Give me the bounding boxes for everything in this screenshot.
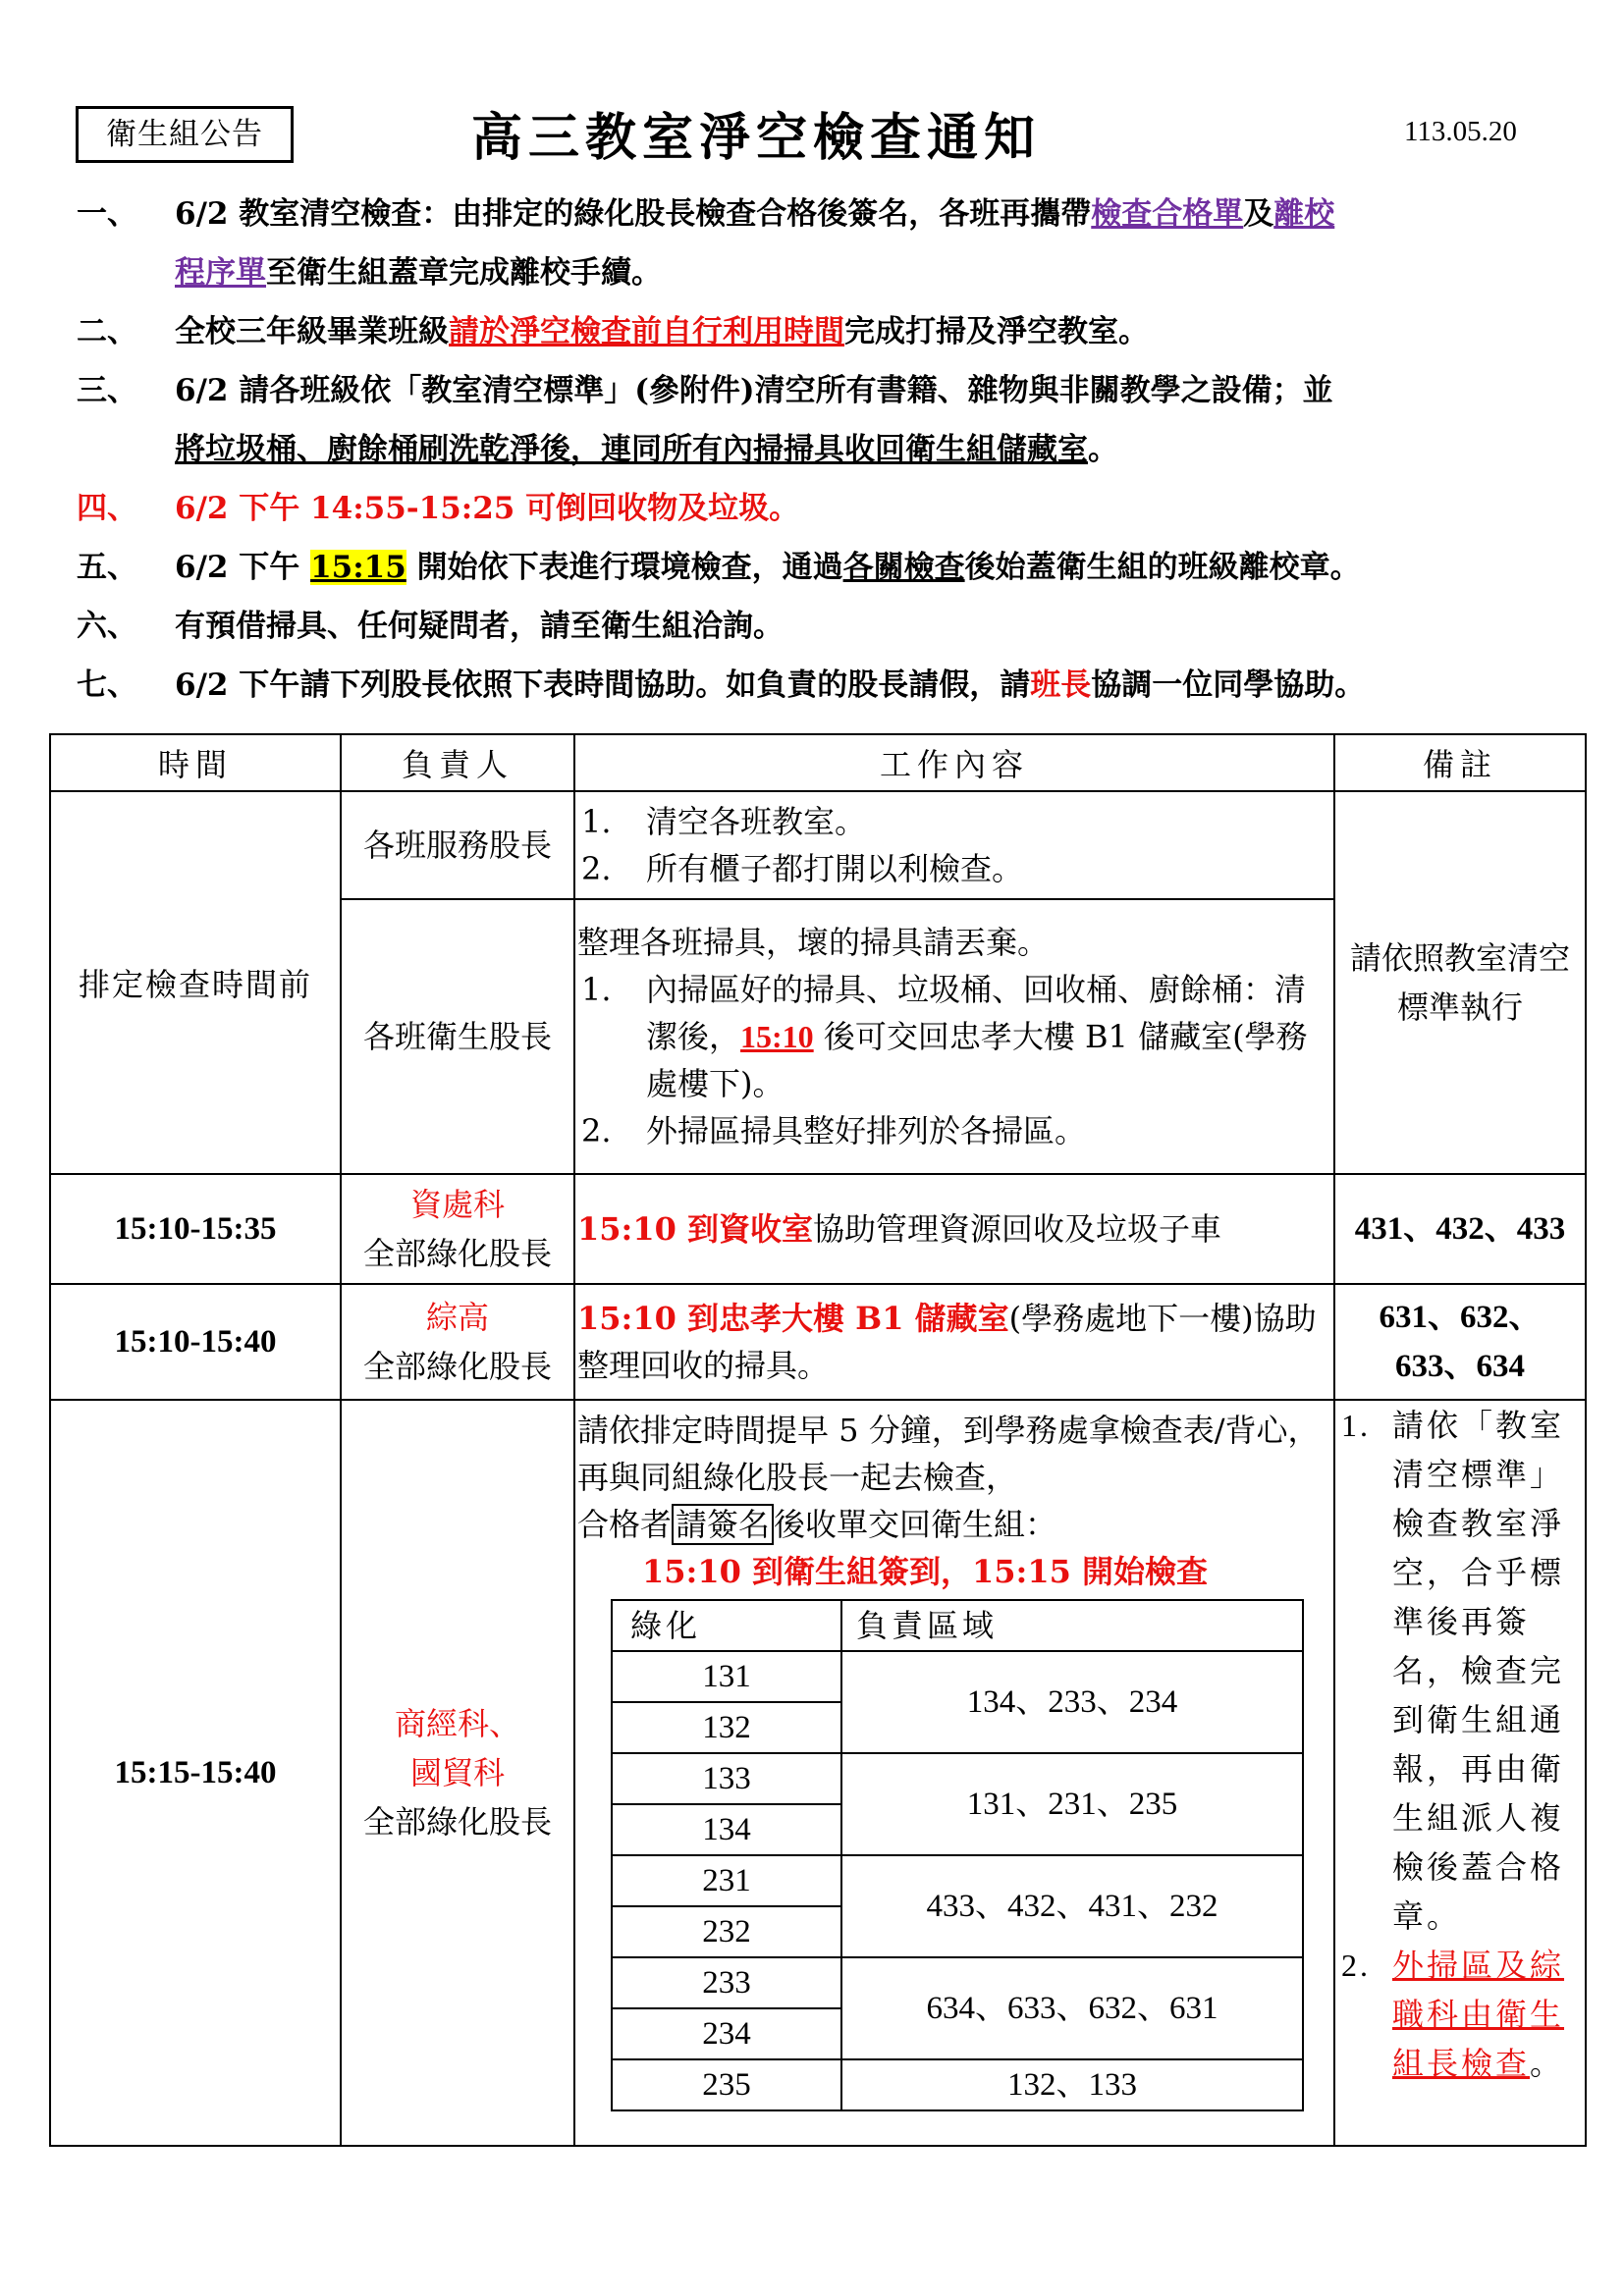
- work-cell: [574, 1174, 1334, 1284]
- list-item: [577, 845, 1331, 892]
- department-label: 國貿科: [409, 1754, 505, 1791]
- notice-text: 6/2 教室清空檢查：由排定的綠化股長檢查合格後簽名，各班再攜帶: [175, 196, 1092, 232]
- zone-class: 234: [612, 2008, 841, 2059]
- notice-number: 一、: [77, 196, 137, 232]
- item-number: 1.: [581, 971, 612, 1008]
- notice-text: 6/2: [175, 491, 229, 526]
- note-line: 633、634: [1395, 1349, 1525, 1384]
- zone-header-class: 綠化: [612, 1600, 841, 1651]
- work-text: 合格者: [577, 1506, 673, 1543]
- person-cell: 各班衛生股長: [341, 899, 574, 1174]
- zone-class: 131: [612, 1651, 841, 1702]
- announcement-badge: 衛生組公告: [76, 106, 294, 163]
- list-item: [577, 1107, 1331, 1154]
- department-label: 綜高: [425, 1299, 489, 1336]
- zone-class: 235: [612, 2059, 841, 2110]
- notice-emphasis: 下午 14:55-15:25 可倒回收物及垃圾。: [239, 491, 800, 526]
- note-text: 。: [1530, 2045, 1565, 2082]
- notice-number: 三、: [77, 373, 137, 408]
- notice-text: 完成打掃及淨空教室。: [844, 314, 1149, 349]
- notice-emphasis: 各關檢查: [842, 550, 965, 585]
- notice-item-7: [77, 656, 1569, 715]
- item-number: 1.: [1341, 1408, 1371, 1443]
- zone-class: 232: [612, 1906, 841, 1957]
- department-label: 商經科、: [394, 1705, 520, 1742]
- zone-row: [612, 1753, 1303, 1804]
- zone-header-row: [612, 1600, 1303, 1651]
- zone-area: 134、233、234: [841, 1651, 1303, 1753]
- notice-number: 七、: [77, 667, 137, 703]
- note-item: [1335, 1941, 1585, 2088]
- time-cell: 排定檢查時間前: [50, 791, 341, 1174]
- zone-table: [611, 1599, 1304, 2111]
- notice-number: 四、: [77, 491, 137, 526]
- person-cell: [341, 1400, 574, 2146]
- work-cell: [574, 1284, 1334, 1400]
- note-line: 631、632、: [1379, 1300, 1542, 1335]
- person-cell: [341, 1174, 574, 1284]
- item-text: 內掃區好的掃具、垃圾桶、回收桶、廚餘桶：清潔後，: [646, 971, 1307, 1055]
- item-text: 清空各班教室。: [646, 803, 867, 840]
- work-text: 後收單交回衛生組：: [774, 1506, 1057, 1543]
- header-time: 時間: [50, 734, 341, 791]
- note-cell: [1334, 1284, 1586, 1400]
- work-text: (學務處地下一樓)協助整理回收的掃具。: [577, 1300, 1317, 1384]
- zone-row: [612, 1651, 1303, 1702]
- notice-text: 後始蓋衛生組的班級離校章。: [964, 550, 1361, 585]
- list-item: [577, 966, 1331, 1107]
- notice-item-5: [77, 538, 1569, 597]
- zone-class: 134: [612, 1804, 841, 1855]
- table-row: [50, 791, 1586, 899]
- notice-text: 及: [1243, 196, 1274, 232]
- person-label: 全部綠化股長: [362, 1348, 552, 1385]
- time-cell: 15:10-15:40: [50, 1284, 341, 1400]
- notice-text: 開始依下表進行環境檢查，通過: [416, 550, 843, 585]
- item-text: 所有櫃子都打開以利檢查。: [646, 850, 1024, 887]
- notice-text: 。: [1088, 432, 1118, 467]
- table-row: [50, 1284, 1586, 1400]
- notice-text: 協調一位同學協助。: [1091, 667, 1366, 703]
- work-cell: [574, 899, 1334, 1174]
- highlighted-time: 15:15: [310, 550, 406, 585]
- work-emphasis: 15:10 到衛生組簽到，15:15 開始檢查: [642, 1553, 1209, 1590]
- announcement-date: 113.05.20: [1404, 116, 1517, 147]
- notice-text: 有預借掃具、任何疑問者，請至衛生組洽詢。: [175, 609, 784, 644]
- page-title: 高三教室淨空檢查通知: [471, 108, 1042, 168]
- notice-item-2: [77, 302, 1569, 361]
- header-note: 備註: [1334, 734, 1586, 791]
- work-intro: 整理各班掃具，壞的掃具請丟棄。: [577, 924, 1050, 961]
- schedule-table: [49, 733, 1587, 2147]
- notice-text: 全校三年級畢業班級: [175, 314, 449, 349]
- notice-text: 6/2 下午請下列股長依照下表時間協助。如負責的股長請假，請: [175, 667, 1031, 703]
- notice-emphasis: 請於淨空檢查前自行利用時間: [449, 314, 844, 349]
- person-label: 全部綠化股長: [362, 1803, 552, 1841]
- item-number: 1.: [581, 803, 612, 840]
- work-text: 協助管理資源回收及垃圾子車: [813, 1210, 1222, 1248]
- item-text: 後可交回忠孝大樓 B1 儲藏室(學務處樓下)。: [646, 1018, 1308, 1102]
- work-cell: [574, 791, 1334, 899]
- item-number: 2.: [581, 1112, 612, 1149]
- table-row: [50, 1174, 1586, 1284]
- notice-item-1: [77, 185, 1569, 302]
- zone-class: 233: [612, 1957, 841, 2008]
- notice-text: 至衛生組蓋章完成離校手續。: [266, 255, 662, 291]
- note-cell: 431、432、433: [1334, 1174, 1586, 1284]
- sign-box: 請簽名: [672, 1504, 774, 1545]
- zone-row: [612, 1855, 1303, 1906]
- note-item: [1335, 1401, 1585, 1941]
- zone-row: [612, 2059, 1303, 2110]
- header: [0, 0, 1624, 177]
- table-row: [50, 1400, 1586, 2146]
- work-emphasis: 15:10 到忠孝大樓 B1 儲藏室: [577, 1300, 1009, 1337]
- zone-area: 132、133: [841, 2059, 1303, 2110]
- inspection-pass-form-link[interactable]: 檢查合格單: [1091, 196, 1244, 232]
- work-line: [577, 1501, 1331, 1548]
- item-text: 外掃區掃具整好排列於各掃區。: [646, 1112, 1087, 1149]
- notice-number: 五、: [77, 550, 137, 585]
- note-emphasis: 外掃區及綜職科由衛生組長檢查: [1392, 1947, 1565, 2082]
- notice-emphasis: 班長: [1030, 667, 1092, 703]
- notice-item-6: [77, 597, 1569, 656]
- zone-area: 131、231、235: [841, 1753, 1303, 1855]
- leave-procedure-form-link[interactable]: 離校: [1273, 196, 1335, 232]
- header-work: 工作內容: [574, 734, 1334, 791]
- note-text: 請依「教室清空標準」檢查教室淨空，合乎標準後再簽名，檢查完到衛生組通報，再由衛生組派人複檢後蓋合格章。: [1392, 1407, 1565, 1935]
- note-cell: 請依照教室清空標準執行: [1334, 791, 1586, 1174]
- work-intro: 請依排定時間提早 5 分鐘，到學務處拿檢查表/背心，再與同組綠化股長一起去檢查，: [577, 1412, 1320, 1496]
- notice-number: 六、: [77, 609, 137, 644]
- zone-class: 132: [612, 1702, 841, 1753]
- notice-item-3: [77, 361, 1569, 479]
- leave-procedure-form-link[interactable]: 程序單: [175, 255, 266, 291]
- zone-class: 133: [612, 1753, 841, 1804]
- zone-class: 231: [612, 1855, 841, 1906]
- header-person: 負責人: [341, 734, 574, 791]
- item-time: 15:10: [740, 1019, 814, 1054]
- person-cell: [341, 1284, 574, 1400]
- notice-list: [77, 185, 1569, 715]
- person-label: 全部綠化股長: [362, 1235, 552, 1272]
- person-cell: 各班服務股長: [341, 791, 574, 899]
- notice-number: 二、: [77, 314, 137, 349]
- zone-area: 433、432、431、232: [841, 1855, 1303, 1957]
- time-cell: 15:15-15:40: [50, 1400, 341, 2146]
- item-number: 2.: [1341, 1948, 1371, 1983]
- work-cell: [574, 1400, 1334, 2146]
- notice-text: 6/2 下午: [175, 550, 300, 585]
- note-cell: [1334, 1400, 1586, 2146]
- time-cell: 15:10-15:35: [50, 1174, 341, 1284]
- zone-header-area: 負責區域: [841, 1600, 1303, 1651]
- item-number: 2.: [581, 850, 612, 887]
- work-emphasis: 15:10 到資收室: [577, 1210, 814, 1248]
- notice-emphasis: 將垃圾桶、廚餘桶刷洗乾淨後，連同所有內掃掃具收回衛生組儲藏室: [175, 432, 1088, 467]
- notice-text: 6/2 請各班級依「教室清空標準」(參附件)清空所有書籍、雜物與非關教學之設備；並: [175, 373, 1333, 408]
- zone-row: [612, 1957, 1303, 2008]
- list-item: [577, 798, 1331, 845]
- notice-item-4: [77, 479, 1569, 538]
- zone-area: 634、633、632、631: [841, 1957, 1303, 2059]
- department-label: 資處科: [409, 1186, 505, 1223]
- table-header-row: [50, 734, 1586, 791]
